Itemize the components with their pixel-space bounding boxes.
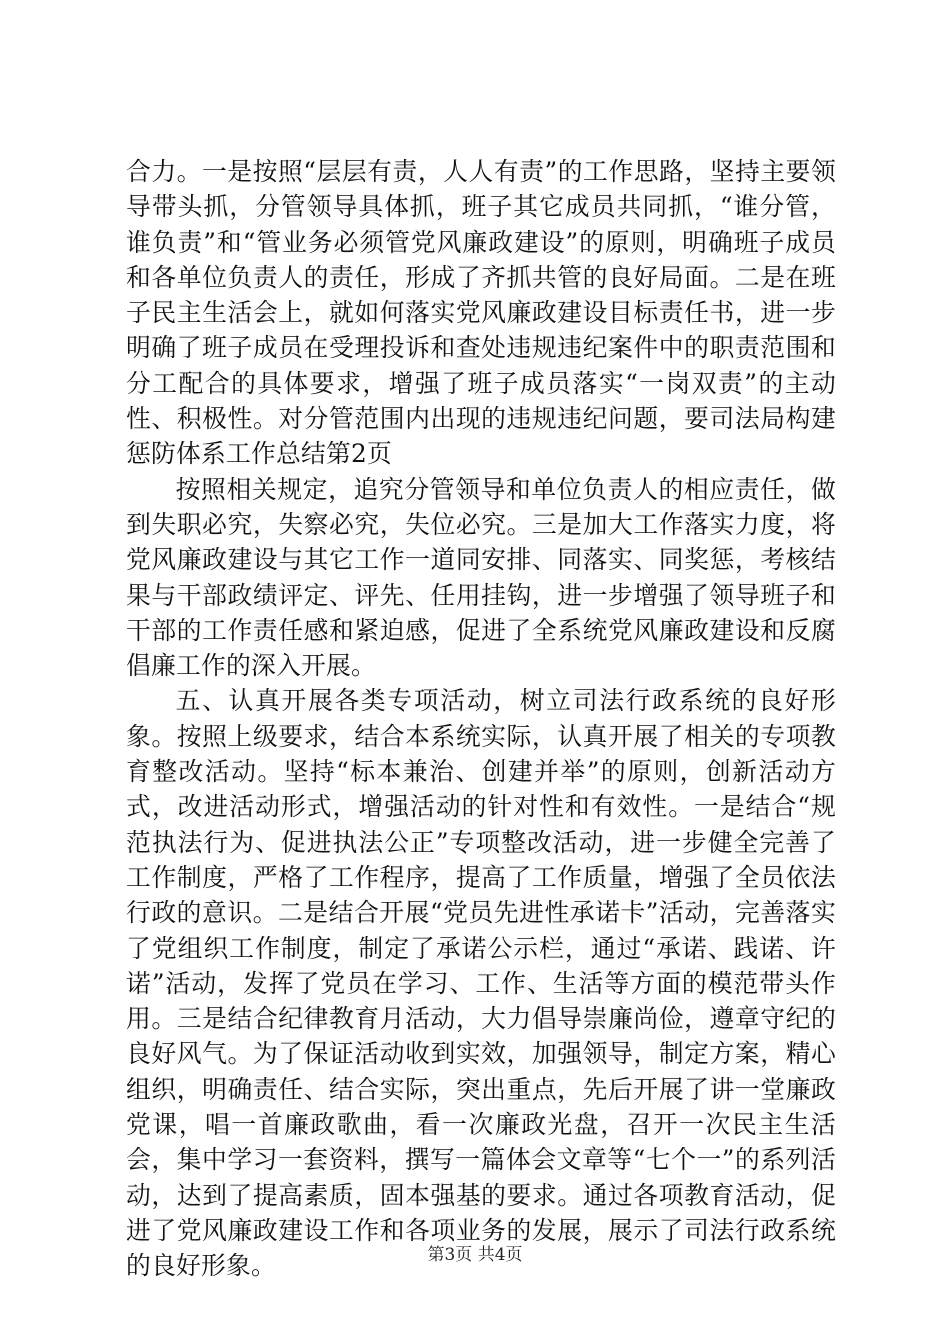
page-number-footer: 第3页 共4页: [427, 1245, 523, 1265]
body-paragraph-2: 按照相关规定，追究分管领导和单位负责人的相应责任，做到失职必究，失察必究，失位必究。三是加大工作落实力度，将党风廉政建设与其它工作一道同安排、同落实、同奖惩，考核结果与干部政绩评定、评先、任用挂钩，进一步增强了领导班子和干部的工作责任感和紧迫感，促进了全系统党风廉政建设和反腐倡廉工作的深入开展。: [126, 474, 836, 681]
body-paragraph-1: 合力。一是按照“层层有责，人人有责”的工作思路，坚持主要领导带头抓，分管领导具体抓，班子其它成员共同抓，“谁分管，谁负责”和“管业务必须管党风廉政建设”的原则，明确班子成员和各单位负责人的责任，形成了齐抓共管的良好局面。二是在班子民主生活会上，就如何落实党风廉政建设目标责任书，进一步明确了班子成员在受理投诉和查处违规违纪案件中的职责范围和分工配合的具体要求，增强了班子成员落实“一岗双责”的主动性、积极性。对分管范围内出现的违规违纪问题，要司法局构建惩防体系工作总结第2页: [126, 157, 836, 469]
document-body: [126, 154, 836, 1284]
body-paragraph-3: 五、认真开展各类专项活动，树立司法行政系统的良好形象。按照上级要求，结合本系统实际，认真开展了相关的专项教育整改活动。坚持“标本兼治、创建并举”的原则，创新活动方式，改进活动形式，增强活动的针对性和有效性。一是结合“规范执法行为、促进执法公正”专项整改活动，进一步健全完善了工作制度，严格了工作程序，提高了工作质量，增强了全员依法行政的意识。二是结合开展“党员先进性承诺卡”活动，完善落实了党组织工作制度，制定了承诺公示栏，通过“承诺、践诺、许诺”活动，发挥了党员在学习、工作、生活等方面的模范带头作用。三是结合纪律教育月活动，大力倡导崇廉尚俭，遵章守纪的良好风气。为了保证活动收到实效，加强领导，制定方案，精心组织，明确责任、结合实际，突出重点，先后开展了讲一堂廉政党课，唱一首廉政歌曲，看一次廉政光盘，召开一次民主生活会，集中学习一套资料，撰写一篇体会文章等“七个一”的系列活动，达到了提高素质，固本强基的要求。通过各项教育活动，促进了党风廉政建设工作和各项业务的发展，展示了司法行政系统的良好形象。: [126, 686, 837, 1281]
